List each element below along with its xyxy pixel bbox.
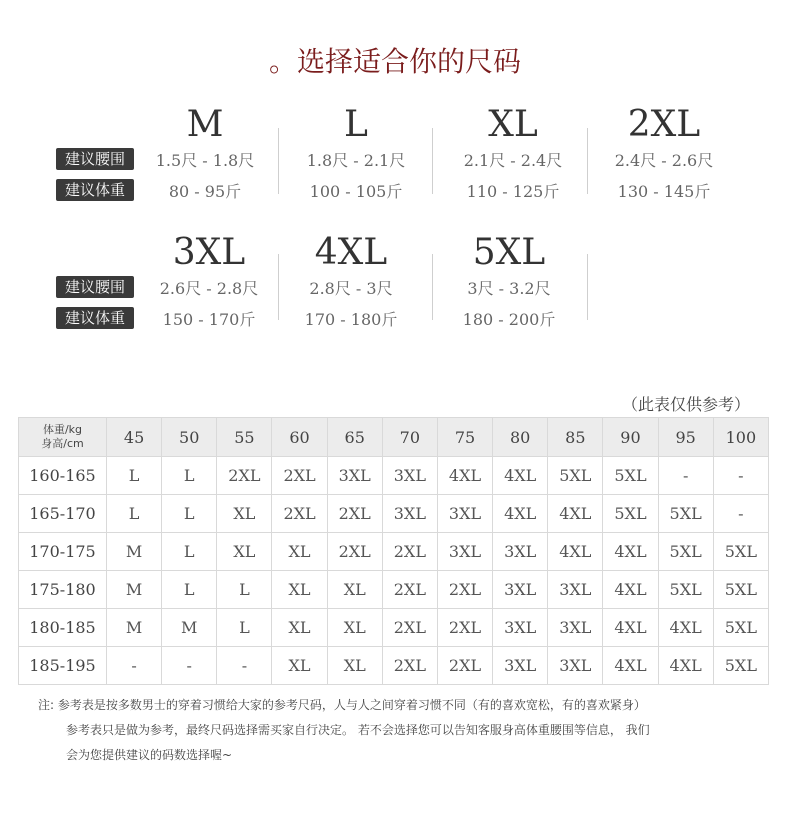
table-row (19, 647, 769, 685)
size-cell: 3XL (382, 457, 437, 495)
size-name: 2XL (627, 104, 701, 145)
size-cell: XL (272, 647, 327, 685)
size-cell: - (713, 495, 768, 533)
size-weight: 170 - 180斤 (304, 310, 398, 329)
size-cell: L (107, 457, 162, 495)
height-range-cell: 180-185 (19, 609, 107, 647)
note-line-1: 注: 参考表是按多数男士的穿着习惯给大家的参考尺码，人与人之间穿着习惯不同（有的喜欢宽松，有的喜欢紧身） (38, 698, 646, 712)
size-cell: - (658, 457, 713, 495)
size-cell: 4XL (603, 533, 658, 571)
size-cell: 3XL (437, 495, 492, 533)
size-cell: 2XL (382, 533, 437, 571)
size-name: M (186, 104, 224, 145)
height-range-cell: 170-175 (19, 533, 107, 571)
weight-header: 55 (217, 418, 272, 457)
weight-header: 70 (382, 418, 437, 457)
size-name: L (344, 104, 368, 145)
size-cell: 3XL (548, 609, 603, 647)
size-cell: 4XL (603, 571, 658, 609)
divider (587, 254, 588, 320)
size-cell: XL (272, 533, 327, 571)
size-cell: 4XL (493, 457, 548, 495)
size-cell: 3XL (493, 571, 548, 609)
size-cell: M (107, 609, 162, 647)
size-waist: 2.1尺 - 2.4尺 (463, 151, 563, 170)
weight-label: 建议体重 (56, 179, 134, 201)
height-range-cell: 160-165 (19, 457, 107, 495)
size-cell: L (162, 533, 217, 571)
size-weight: 100 - 105斤 (309, 182, 403, 201)
waist-label: 建议腰围 (56, 148, 134, 170)
size-cell: M (107, 533, 162, 571)
size-cell: XL (327, 647, 382, 685)
size-cell: 5XL (713, 571, 768, 609)
size-cell: 3XL (382, 495, 437, 533)
size-waist: 2.8尺 - 3尺 (309, 279, 393, 298)
size-cell: 5XL (548, 457, 603, 495)
table-row (19, 457, 769, 495)
weight-header: 80 (493, 418, 548, 457)
size-cell: 4XL (603, 609, 658, 647)
note-line-2: 参考表只是做为参考，最终尺码选择需买家自行决定。 若不会选择您可以告知客服身高体重腰围等信息， 我们 (66, 723, 650, 737)
size-block-4xl (276, 233, 426, 335)
size-cell: L (162, 495, 217, 533)
size-cell: 2XL (437, 647, 492, 685)
size-cell: 2XL (272, 457, 327, 495)
size-cell: XL (327, 609, 382, 647)
height-axis-label: 身高/cm (41, 437, 84, 450)
size-cell: 5XL (603, 457, 658, 495)
height-range-cell: 185-195 (19, 647, 107, 685)
size-name: XL (488, 104, 538, 145)
size-cell: L (107, 495, 162, 533)
size-waist: 1.8尺 - 2.1尺 (306, 151, 406, 170)
size-cell: XL (272, 609, 327, 647)
size-cell: 3XL (437, 533, 492, 571)
size-cell: 5XL (658, 533, 713, 571)
reference-note: （此表仅供参考） (621, 395, 750, 414)
size-cell: 3XL (493, 609, 548, 647)
size-block-xl (438, 105, 588, 207)
size-waist: 2.6尺 - 2.8尺 (159, 279, 259, 298)
weight-label: 建议体重 (56, 307, 134, 329)
size-cell: 4XL (548, 533, 603, 571)
size-chart-table (18, 417, 769, 685)
size-cell: 5XL (713, 647, 768, 685)
size-cell: 2XL (272, 495, 327, 533)
size-cell: XL (327, 571, 382, 609)
size-cell: 5XL (713, 609, 768, 647)
size-cell: 3XL (548, 647, 603, 685)
weight-header: 90 (603, 418, 658, 457)
size-cell: L (162, 571, 217, 609)
size-cell: 3XL (493, 647, 548, 685)
size-cell: - (162, 647, 217, 685)
note-line-3: 会为您提供建议的码数选择喔~ (66, 748, 233, 762)
waist-label: 建议腰围 (56, 276, 134, 298)
weight-header: 65 (327, 418, 382, 457)
size-weight: 150 - 170斤 (162, 310, 256, 329)
size-block-m (130, 105, 280, 207)
page-title: 。选择适合你的尺码 (268, 45, 521, 78)
size-cell: XL (217, 495, 272, 533)
height-range-cell: 175-180 (19, 571, 107, 609)
table-row (19, 609, 769, 647)
size-cell: 4XL (437, 457, 492, 495)
size-cell: 5XL (603, 495, 658, 533)
size-cell: 3XL (327, 457, 382, 495)
size-weight: 130 - 145斤 (617, 182, 711, 201)
height-range-cell: 165-170 (19, 495, 107, 533)
size-cell: 2XL (217, 457, 272, 495)
weight-header: 50 (162, 418, 217, 457)
size-name: 3XL (172, 232, 246, 273)
size-waist: 1.5尺 - 1.8尺 (155, 151, 255, 170)
size-block-2xl (589, 105, 739, 207)
size-cell: 2XL (327, 495, 382, 533)
table-corner-cell (19, 418, 107, 457)
size-cell: - (107, 647, 162, 685)
size-waist: 2.4尺 - 2.6尺 (614, 151, 714, 170)
size-cell: 2XL (382, 571, 437, 609)
size-cell: 4XL (658, 647, 713, 685)
size-cell: 2XL (382, 609, 437, 647)
size-cell: M (162, 609, 217, 647)
table-header-row (19, 418, 769, 457)
weight-header: 75 (437, 418, 492, 457)
size-waist: 3尺 - 3.2尺 (467, 279, 551, 298)
size-cell: 4XL (603, 647, 658, 685)
size-name: 4XL (314, 232, 388, 273)
weight-header: 60 (272, 418, 327, 457)
size-cell: - (217, 647, 272, 685)
size-cell: L (217, 571, 272, 609)
weight-header: 85 (548, 418, 603, 457)
divider (432, 254, 433, 320)
size-weight: 180 - 200斤 (462, 310, 556, 329)
size-name: 5XL (472, 232, 546, 273)
divider (432, 128, 433, 194)
size-cell: M (107, 571, 162, 609)
table-row (19, 571, 769, 609)
size-weight: 110 - 125斤 (466, 182, 560, 201)
size-cell: L (217, 609, 272, 647)
size-cell: - (713, 457, 768, 495)
size-cell: 4XL (493, 495, 548, 533)
size-weight: 80 - 95斤 (168, 182, 242, 201)
size-cell: 5XL (658, 495, 713, 533)
notes-block (38, 693, 758, 768)
size-cell: 5XL (658, 571, 713, 609)
size-cell: 3XL (493, 533, 548, 571)
size-cell: 3XL (548, 571, 603, 609)
weight-header: 95 (658, 418, 713, 457)
divider (278, 128, 279, 194)
divider (587, 128, 588, 194)
weight-axis-label: 体重/kg (42, 423, 83, 436)
size-cell: 2XL (327, 533, 382, 571)
size-cell: L (162, 457, 217, 495)
size-block-5xl (434, 233, 584, 335)
size-cell: XL (217, 533, 272, 571)
size-block-l (281, 105, 431, 207)
weight-header: 100 (713, 418, 768, 457)
weight-header: 45 (107, 418, 162, 457)
size-cell: 4XL (658, 609, 713, 647)
size-cell: 4XL (548, 495, 603, 533)
size-block-3xl (134, 233, 284, 335)
size-cell: 5XL (713, 533, 768, 571)
size-cell: 2XL (382, 647, 437, 685)
size-cell: 2XL (437, 571, 492, 609)
table-row (19, 495, 769, 533)
size-cell: XL (272, 571, 327, 609)
size-cell: 2XL (437, 609, 492, 647)
table-row (19, 533, 769, 571)
